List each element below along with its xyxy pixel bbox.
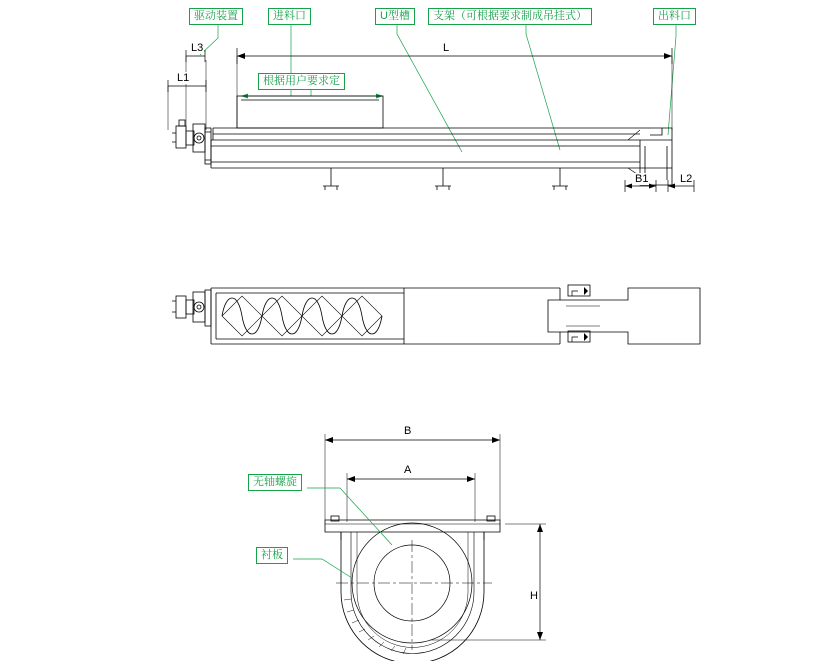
callout-support: 支架（可根据要求制成吊挂式） xyxy=(428,8,592,25)
dimension-l2: L2 xyxy=(680,173,693,185)
dimension-l1: L1 xyxy=(177,72,190,84)
dimension-b1: B1 xyxy=(635,173,649,185)
dimension-l: L xyxy=(443,42,450,54)
callout-liner: 衬板 xyxy=(256,547,288,564)
dimension-h: H xyxy=(530,590,538,602)
callout-outlet: 出料口 xyxy=(653,8,696,25)
dimension-a: A xyxy=(404,464,412,476)
dimension-l3: L3 xyxy=(191,42,204,54)
callout-shaftless-screw: 无轴螺旋 xyxy=(248,474,302,491)
dimension-b: B xyxy=(404,425,412,437)
callout-u-trough: U型槽 xyxy=(375,8,415,25)
callout-drive-unit: 驱动装置 xyxy=(189,8,243,25)
callout-inlet: 进料口 xyxy=(268,8,311,25)
callout-user-defined: 根据用户要求定 xyxy=(258,73,345,90)
